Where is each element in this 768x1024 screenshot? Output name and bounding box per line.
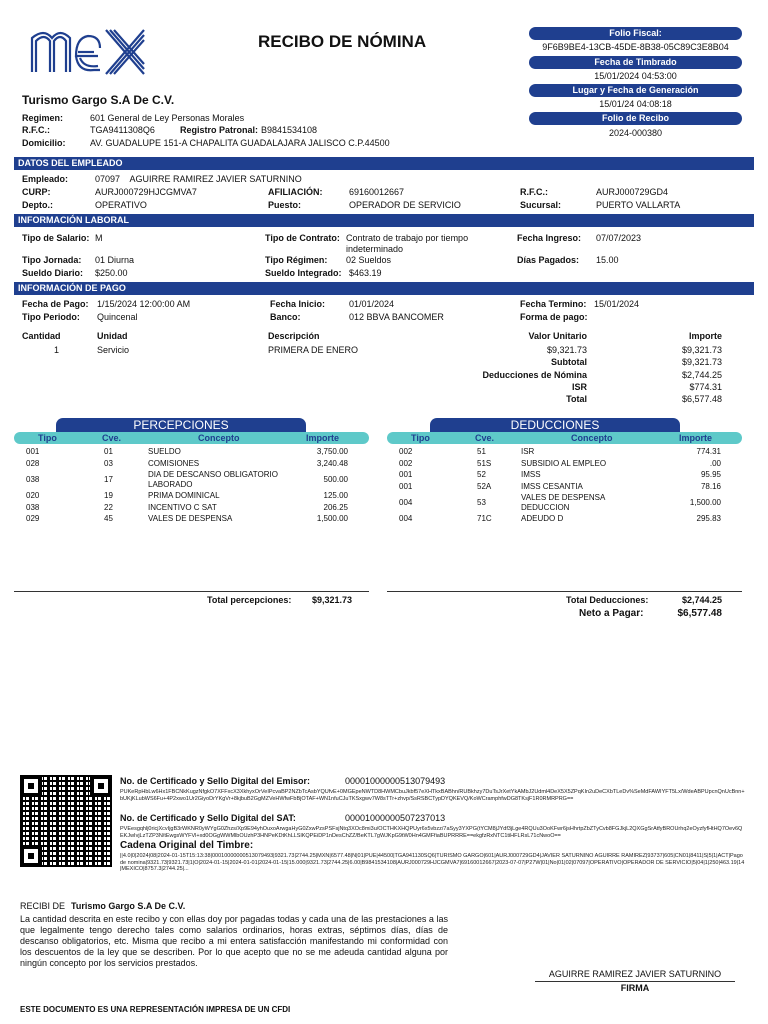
total-percepciones-value: $9,321.73 <box>311 595 352 605</box>
sueldo-integrado-value: $463.19 <box>349 268 382 278</box>
deducciones-divider <box>387 591 742 592</box>
ded-concepto: IMSS CESANTIA <box>521 481 583 491</box>
dias-pagados-label: Días Pagados: <box>517 255 580 265</box>
fecha-pago-label: Fecha de Pago: <box>22 299 89 309</box>
perc-tipo: 028 <box>26 458 40 468</box>
perc-h-cve: Cve. <box>102 433 122 443</box>
concepto-cantidad: 1 <box>54 345 60 355</box>
folio-recibo-value: 2024-000380 <box>608 128 663 138</box>
percepciones-divider <box>14 591 369 592</box>
perc-tipo: 038 <box>26 475 40 484</box>
perc-tipo: 029 <box>26 514 40 523</box>
ded-cve: 53 <box>477 498 486 507</box>
perc-tipo: 020 <box>26 491 40 500</box>
perc-h-importe: Importe <box>306 433 340 443</box>
perc-importe: 1,500.00 <box>316 514 348 523</box>
ded-concepto: ADEUDO D <box>521 514 564 523</box>
cert-emisor-label: No. de Certificado y Sello Digital del Emisor: <box>120 776 311 786</box>
perc-cve: 01 <box>104 447 113 456</box>
perc-importe: 500.00 <box>323 475 348 484</box>
perc-row <box>14 470 369 490</box>
folio-fiscal-label: Folio Fiscal: <box>529 27 742 40</box>
banco-label: Banco: <box>270 312 301 322</box>
ded-importe: 78.16 <box>700 481 721 491</box>
tipo-contrato-value: Contrato de trabajo por tiempo indeterminado <box>346 233 469 254</box>
sucursal-value: PUERTO VALLARTA <box>596 200 681 210</box>
recibi-text: La cantidad descrita en este recibo y con ellas doy por pagadas todas y cada una de las prestaciones a las que legalmente tengo derecho tales como salarios ordinarios, horas extras, séptimos días, días de descanso obligatorios, etc. Misma que recibo a mi entera satisfacción manifestando mi conformidad con los descuentos de la ley que se describen. Por lo que acepto que no se me adeuda cantidad alguna por ningún concepto por los servicios prestados. <box>20 914 448 968</box>
fecha-pago-value: 1/15/2024 12:00:00 AM <box>97 299 191 309</box>
ded-row <box>387 514 742 525</box>
ded-tipo: 004 <box>399 514 413 523</box>
tipo-periodo-value: Quincenal <box>97 312 138 322</box>
ded-concepto: ISR <box>521 447 535 456</box>
fecha-termino-value: 15/01/2024 <box>594 299 640 309</box>
ded-tipo: 002 <box>399 458 413 468</box>
perc-row <box>14 491 369 502</box>
lugar-fecha-label: Lugar y Fecha de Generación <box>529 84 742 97</box>
company-logo <box>28 22 148 82</box>
col-cantidad-header: Cantidad <box>22 331 61 341</box>
concepto-valor: $9,321.73 <box>546 345 587 355</box>
neto-label: Neto a Pagar: <box>579 608 644 619</box>
total-deducciones-value: $2,744.25 <box>681 595 722 605</box>
ded-row <box>387 470 742 481</box>
ded-importe: 95.95 <box>700 470 721 479</box>
subtotal-value: $9,321.73 <box>681 357 722 367</box>
puesto-label: Puesto: <box>268 200 302 210</box>
isr-value: $774.31 <box>689 382 722 392</box>
perc-concepto: INCENTIVO C SAT <box>148 502 217 512</box>
ded-row <box>387 459 742 470</box>
ded-tipo: 001 <box>399 470 413 479</box>
perc-concepto: PRIMA DOMINICAL <box>148 491 220 500</box>
domicilio-value: AV. GUADALUPE 151-A CHAPALITA GUADALAJARA JALISCO C.P.44500 <box>90 138 390 148</box>
lugar-fecha-value: 15/01/24 04:08:18 <box>599 99 672 109</box>
perc-cve: 19 <box>104 491 113 500</box>
deducciones-nomina-value: $2,744.25 <box>681 370 722 380</box>
sucursal-label: Sucursal: <box>520 200 562 210</box>
tipo-salario-label: Tipo de Salario: <box>22 233 90 243</box>
fecha-timbrado-label: Fecha de Timbrado <box>529 56 742 69</box>
cert-emisor-value: 00001000000513079493 <box>345 776 446 786</box>
fecha-ingreso-value: 07/07/2023 <box>596 233 642 243</box>
ded-importe: 1,500.00 <box>689 498 721 507</box>
folio-fiscal-value: 9F6B9BE4-13CB-45DE-8B38-05C89C3E8B04 <box>542 42 729 52</box>
section-pago: INFORMACIÓN DE PAGO <box>14 282 754 295</box>
ded-cve: 51 <box>477 447 486 456</box>
col-descripcion-header: Descripción <box>268 331 320 341</box>
ded-tipo: 001 <box>399 481 413 491</box>
section-empleado: DATOS DEL EMPLEADO <box>14 157 754 170</box>
folio-recibo-label: Folio de Recibo <box>529 112 742 125</box>
signer-name: AGUIRRE RAMIREZ JAVIER SATURNINO <box>548 969 722 979</box>
depto-value: OPERATIVO <box>95 200 147 210</box>
perc-cve: 03 <box>104 458 113 468</box>
curp-value: AURJ000729HJCGMVA7 <box>95 187 197 197</box>
forma-pago-label: Forma de pago: <box>520 312 588 322</box>
tipo-jornada-label: Tipo Jornada: <box>22 255 82 265</box>
company-rfc-label: R.F.C.: <box>22 125 50 135</box>
ded-cve: 71C <box>477 514 492 523</box>
ded-importe: 774.31 <box>696 447 721 456</box>
ded-cve: 52 <box>477 470 486 479</box>
company-rfc-value: TGA9411308Q6 <box>90 125 155 135</box>
signature-line <box>535 981 735 982</box>
domicilio-label: Domicilio: <box>22 138 66 148</box>
recibi-label: RECIBI DE <box>20 901 66 911</box>
subtotal-label: Subtotal <box>551 357 587 367</box>
ded-cve: 52A <box>477 481 492 491</box>
ded-concepto: IMSS <box>521 470 541 479</box>
ded-h-concepto: Concepto <box>571 433 613 443</box>
perc-row <box>14 447 369 458</box>
ded-concepto: VALES DE DESPENSA DEDUCCION <box>521 493 605 512</box>
concepto-descripcion: PRIMERA DE ENERO <box>268 345 359 355</box>
afiliacion-value: 69160012667 <box>349 187 405 197</box>
ded-row <box>387 482 742 493</box>
tipo-periodo-label: Tipo Periodo: <box>22 312 80 322</box>
fecha-timbrado-value: 15/01/2024 04:53:00 <box>594 71 677 81</box>
sello-emisor: PUKeRpHbLw6Hx1FBCNkKugzNfgkO7XFFxcX3XkhyxOrVeIPcvaBP2NZbTcAsbYQUfvE+0MGEpeNWTD8HWMCbuJkbf57eXHTkxBABhn/RUBkhzy7DuTsJrXetYkAMbJ2Udml4DeX5X5ZPqKIn2uDeCXbTLeDv%SeMdFAWIYFT5Lx/WdeABPUpcnQnUcBnn+bUKjKLubWS6Fu+4P2xwo1Ur2GiyoDrYKgVr+8kjbuB2GgMZVeHWfwFbBjOTAF+WN1nfuCJuTKSxgwv7W8sTTr+zhvp/SsRSBCTypDYQKEVQ/KoWCramphfwDG8TKsjF1R0RMRPRG== <box>120 789 745 802</box>
ded-h-cve: Cve. <box>475 433 495 443</box>
total-label: Total <box>566 394 587 404</box>
tipo-contrato-label: Tipo de Contrato: <box>265 233 340 243</box>
fecha-ingreso-label: Fecha Ingreso: <box>517 233 582 243</box>
cadena-label: Cadena Original del Timbre: <box>120 840 254 851</box>
percepciones-header <box>14 432 369 444</box>
cadena-original: ||4.0|0|2024|08|2024-01-15T15:13:38|00010000000513079493|9321.73|2744.25|MXN|6577.48|N|01|PUE|44500|TGA941130SQ6|TURISMO GARGO|601|AURJ000729GD4|JAVIER SATURNINO AGUIRRE RAMIREZ|93737|605|CN01|8411|S|5|1|ACT|Pago de nomina|9321.73|9321.73|1|O|2024-01-15|2024-01-01|2024-01-15|15.000|9321.73|2744.25|6.00|B9841534108|AURJ000729HJCGMVA7|69160012667|2023-07-07|P27W|01|No|01|02|07097|OPERATIVO|OPERADOR DE SERVICIO|5|04|1|250|463.19|14|MEXICO|8757.3|2744.25|... <box>120 853 745 872</box>
company-name: Turismo Gargo S.A De C.V. <box>22 93 175 107</box>
fecha-inicio-label: Fecha Inicio: <box>270 299 326 309</box>
perc-importe: 3,750.00 <box>316 447 348 456</box>
total-deducciones-label: Total Deducciones: <box>566 595 649 605</box>
col-importe-header: Importe <box>688 331 722 341</box>
fecha-termino-label: Fecha Termino: <box>520 299 587 309</box>
deducciones-header <box>387 432 742 444</box>
ded-concepto: SUBSIDIO AL EMPLEO <box>521 458 607 468</box>
empleado-rfc-label: R.F.C.: <box>520 187 548 197</box>
ded-row <box>387 447 742 458</box>
empleado-value: 07097 AGUIRRE RAMIREZ JAVIER SATURNINO <box>95 174 302 184</box>
col-valor-header: Valor Unitario <box>528 331 587 341</box>
tipo-salario-value: M <box>95 233 103 243</box>
perc-row <box>14 514 369 525</box>
total-value: $6,577.48 <box>681 394 722 404</box>
ded-tipo: 002 <box>399 447 413 456</box>
doc-title: RECIBO DE NÓMINA <box>258 32 427 51</box>
section-laboral: INFORMACIÓN LABORAL <box>14 214 754 227</box>
neto-value: $6,577.48 <box>677 608 722 619</box>
ded-row <box>387 493 742 513</box>
afiliacion-label: AFILIACIÓN: <box>268 187 323 197</box>
ded-h-tipo: Tipo <box>411 433 430 443</box>
dias-pagados-value: 15.00 <box>596 255 619 265</box>
tipo-jornada-value: 01 Diurna <box>95 255 135 265</box>
sueldo-integrado-label: Sueldo Integrado: <box>265 268 342 278</box>
regimen-label: Regimen: <box>22 113 64 123</box>
sueldo-diario-value: $250.00 <box>95 268 128 278</box>
tipo-regimen-label: Tipo Régimen: <box>265 255 328 265</box>
depto-label: Depto.: <box>22 200 53 210</box>
ded-importe: 295.83 <box>696 514 721 523</box>
perc-concepto: SUELDO <box>148 447 181 456</box>
recibi-company: Turismo Gargo S.A De C.V. <box>71 901 186 911</box>
perc-concepto: DIA DE DESCANSO OBLIGATORIO LABORADO <box>148 470 278 489</box>
sello-sat: PVEesgqhlj0ricjXcvIjgB3rWKNR0yWYgG0Zhzs/Xp9E94yhOuxoArwgaHyG0ZxwPzsPSFsjNtq3XOc8mi3u/OCTHKXHQPUyr6x5vbzz/7aSyy3YXPG(tYCM8jJYdf3jLge4RQUu3OoKFwr6jsHhrtpZbZTyCvb8FGJkjL2QXGgSrAtfyBROUrhq2eOyzfyfHtHQ7Oev6QEKJwIvjLzTZP3N/tEwgsWYFVl+xd0OGgWWMlbOUzhP3HNPeKDtKhLLSlKQPEiDP1nDesChZZ/BeKTL7gWJKpG9tW0Hn4GMFfiaBUPRRRE==ekgfzRxNTC1tiHFLRsL71cNwoO== <box>120 826 743 839</box>
regimen-value: 601 General de Ley Personas Morales <box>90 113 245 123</box>
perc-cve: 45 <box>104 514 113 523</box>
ded-tipo: 004 <box>399 498 413 507</box>
tipo-regimen-value: 02 Sueldos <box>346 255 392 265</box>
concepto-unidad: Servicio <box>97 345 130 355</box>
perc-row <box>14 459 369 470</box>
banco-value: 012 BBVA BANCOMER <box>349 312 444 322</box>
sueldo-diario-label: Sueldo Diario: <box>22 268 84 278</box>
perc-tipo: 001 <box>26 447 40 456</box>
firma-label: FIRMA <box>620 983 650 993</box>
perc-cve: 17 <box>104 475 113 484</box>
registro-value: B9841534108 <box>261 125 318 135</box>
deducciones-nomina-label: Deducciones de Nómina <box>482 370 587 380</box>
mex-logo-graphic <box>28 22 148 82</box>
ded-h-importe: Importe <box>679 433 713 443</box>
empleado-label: Empleado: <box>22 174 69 184</box>
concepto-importe: $9,321.73 <box>681 345 722 355</box>
percepciones-title: PERCEPCIONES <box>56 418 306 432</box>
col-unidad-header: Unidad <box>97 331 128 341</box>
perc-concepto: COMISIONES <box>148 458 200 468</box>
perc-h-tipo: Tipo <box>38 433 57 443</box>
ded-importe: .00 <box>709 458 721 468</box>
isr-label: ISR <box>571 382 587 392</box>
deducciones-title: DEDUCCIONES <box>430 418 680 432</box>
ded-cve: 51S <box>477 458 492 468</box>
perc-row <box>14 503 369 514</box>
perc-importe: 206.25 <box>323 502 348 512</box>
perc-tipo: 038 <box>26 502 40 512</box>
curp-label: CURP: <box>22 187 51 197</box>
perc-importe: 125.00 <box>323 491 348 500</box>
perc-importe: 3,240.48 <box>316 458 348 468</box>
perc-cve: 22 <box>104 502 113 512</box>
total-percepciones-label: Total percepciones: <box>207 595 292 605</box>
qr-code <box>20 775 112 867</box>
cert-sat-label: No. de Certificado y Sello Digital del SAT: <box>120 813 296 823</box>
empleado-rfc-value: AURJ000729GD4 <box>596 187 669 197</box>
fecha-inicio-value: 01/01/2024 <box>349 299 395 309</box>
registro-label: Registro Patronal: <box>180 125 259 135</box>
perc-concepto: VALES DE DESPENSA <box>148 514 233 523</box>
cfdi-footer: ESTE DOCUMENTO ES UNA REPRESENTACIÓN IMPRESA DE UN CFDI <box>20 1005 291 1014</box>
puesto-value: OPERADOR DE SERVICIO <box>349 200 461 210</box>
cert-sat-value: 00001000000507237013 <box>345 813 446 823</box>
perc-h-concepto: Concepto <box>198 433 240 443</box>
